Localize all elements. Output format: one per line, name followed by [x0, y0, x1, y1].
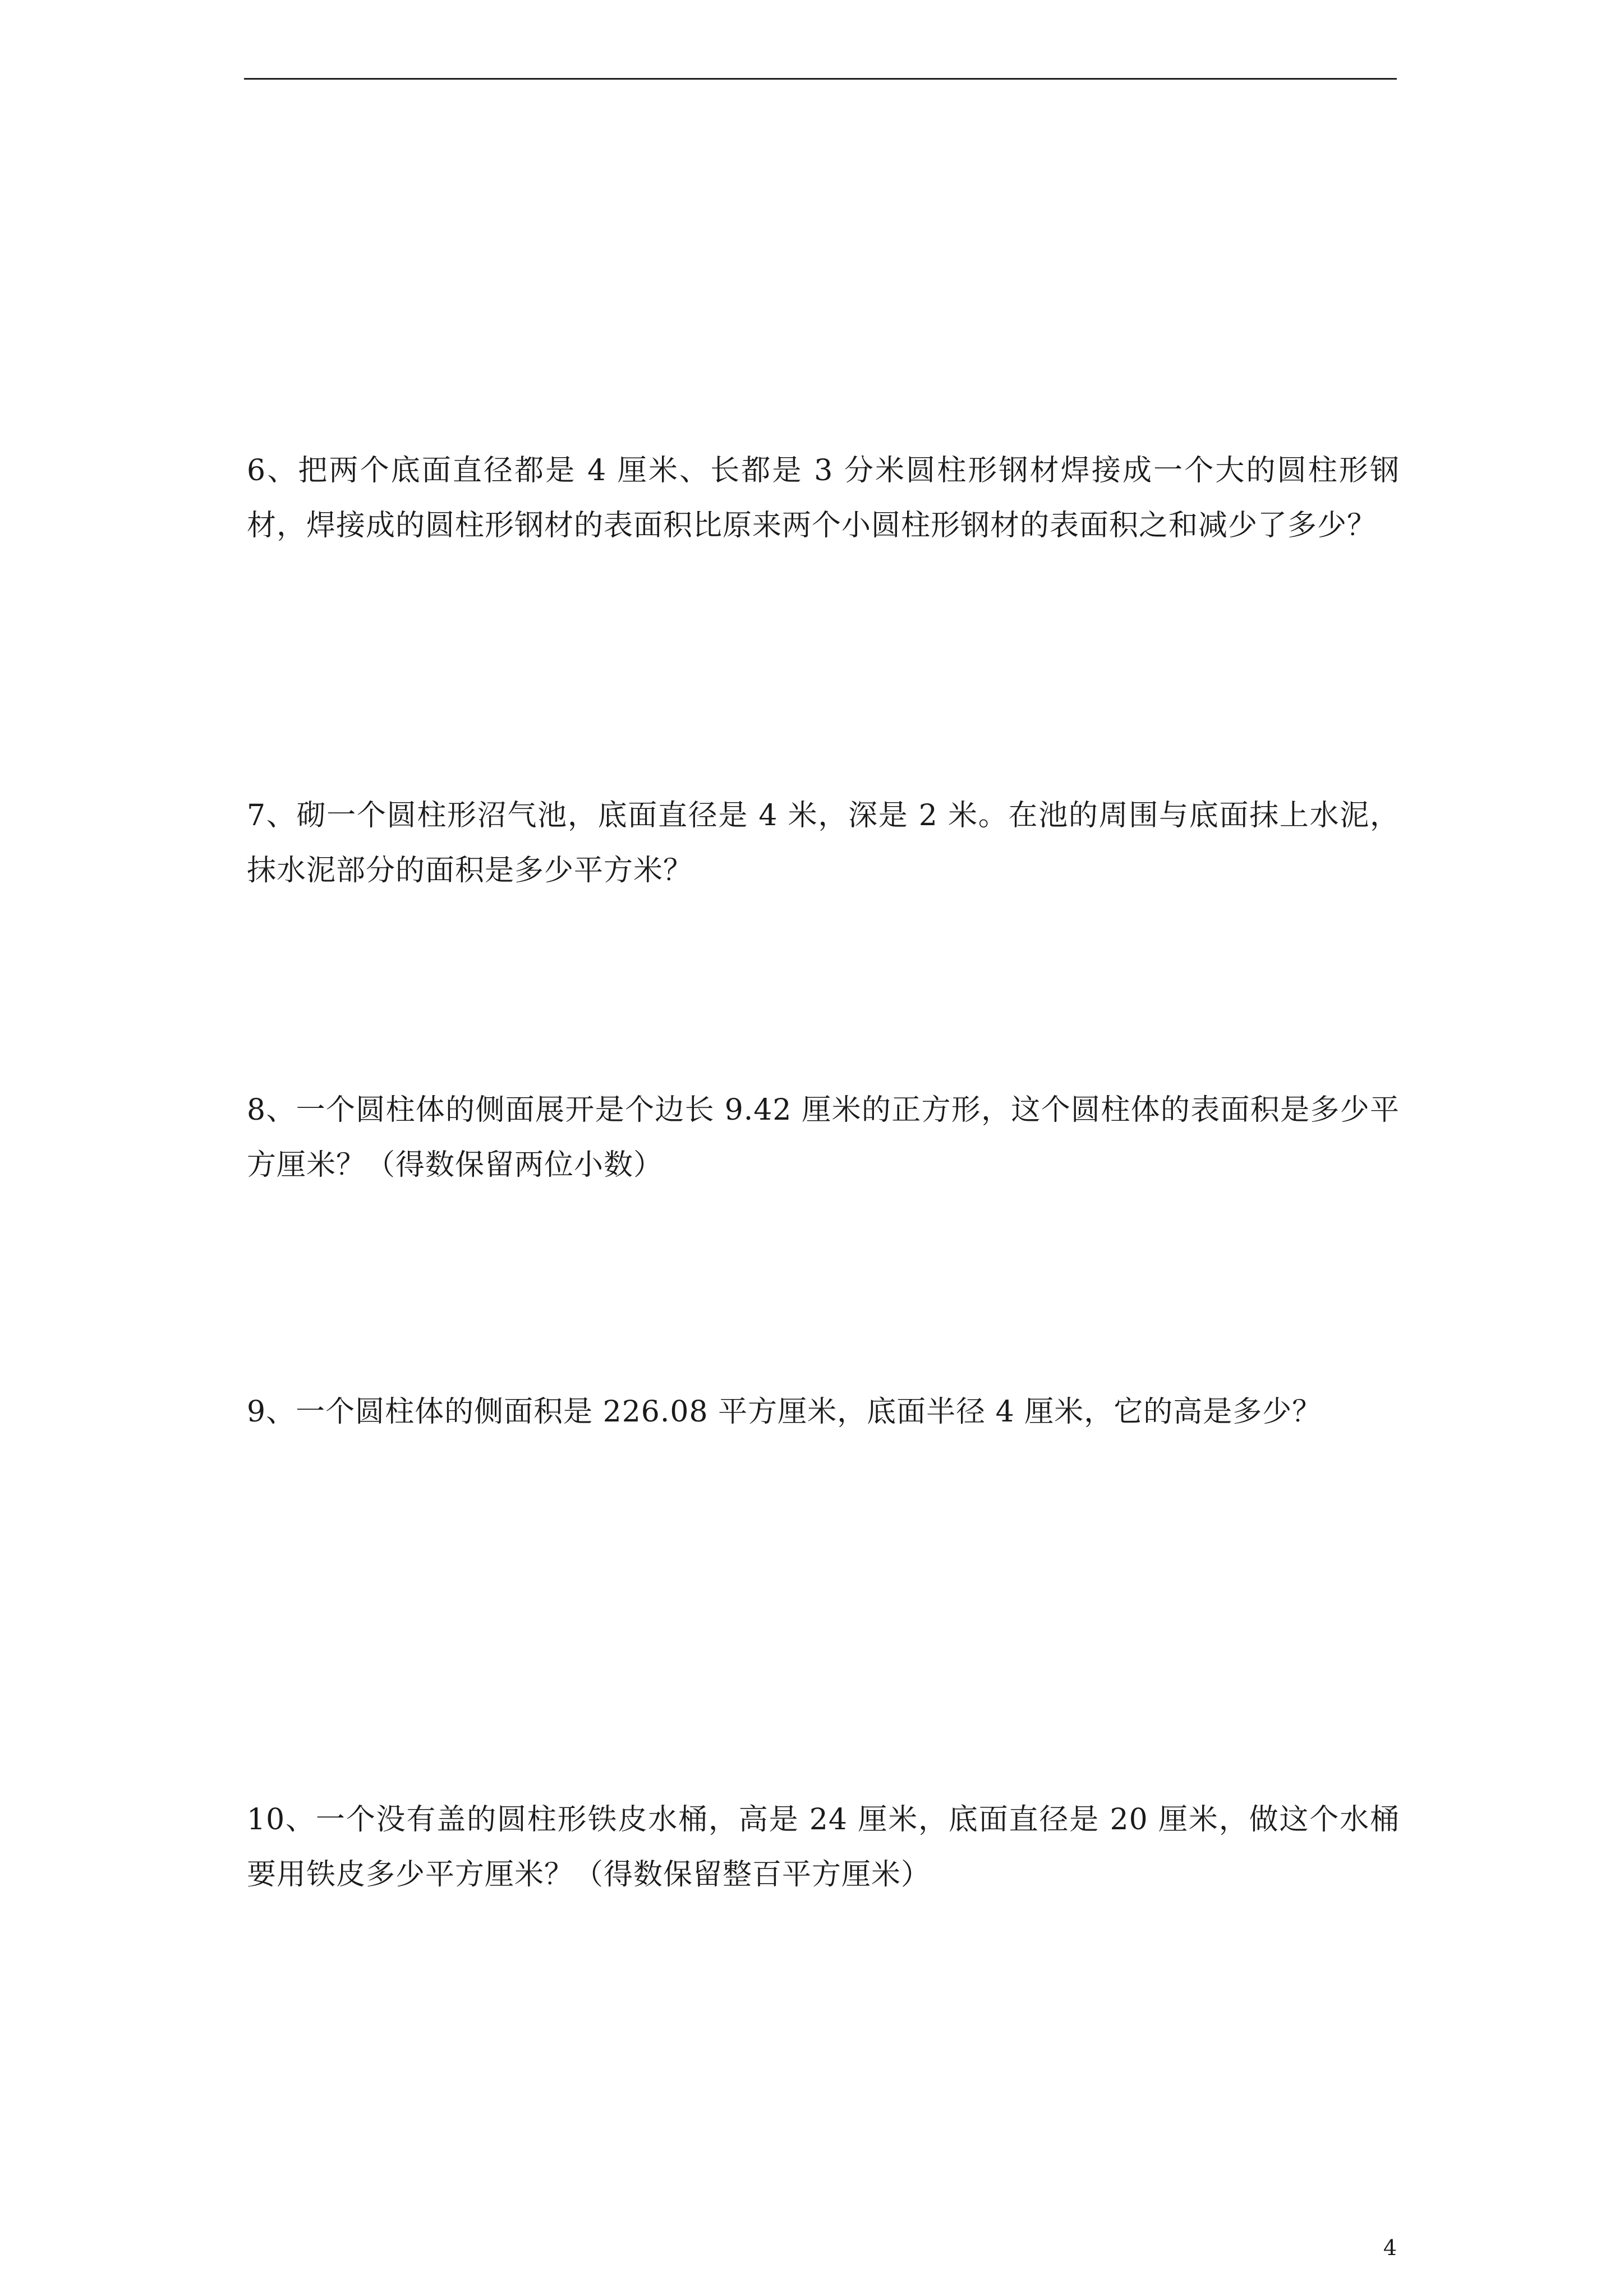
question-6: 6、把两个底面直径都是 4 厘米、长都是 3 分米圆柱形钢材焊接成一个大的圆柱形钢材，焊接成的圆柱形钢材的表面积比原来两个小圆柱形钢材的表面积之和减少了多少？ [247, 454, 1400, 542]
question-10: 10、一个没有盖的圆柱形铁皮水桶，高是 24 厘米，底面直径是 20 厘米，做这个水桶要用铁皮多少平方厘米？（得数保留整百平方厘米） [247, 1803, 1400, 1892]
question-8: 8、一个圆柱体的侧面展开是个边长 9.42 厘米的正方形，这个圆柱体的表面积是多少平方厘米？（得数保留两位小数） [247, 1093, 1400, 1182]
question-9: 9、一个圆柱体的侧面积是 226.08 平方厘米，底面半径 4 厘米，它的高是多少？ [247, 1395, 1322, 1429]
header-rule [244, 78, 1397, 80]
page-number: 4 [1383, 2235, 1397, 2260]
question-7: 7、砌一个圆柱形沼气池，底面直径是 4 米，深是 2 米。在池的周围与底面抹上水泥，抹水泥部分的面积是多少平方米？ [247, 799, 1400, 887]
